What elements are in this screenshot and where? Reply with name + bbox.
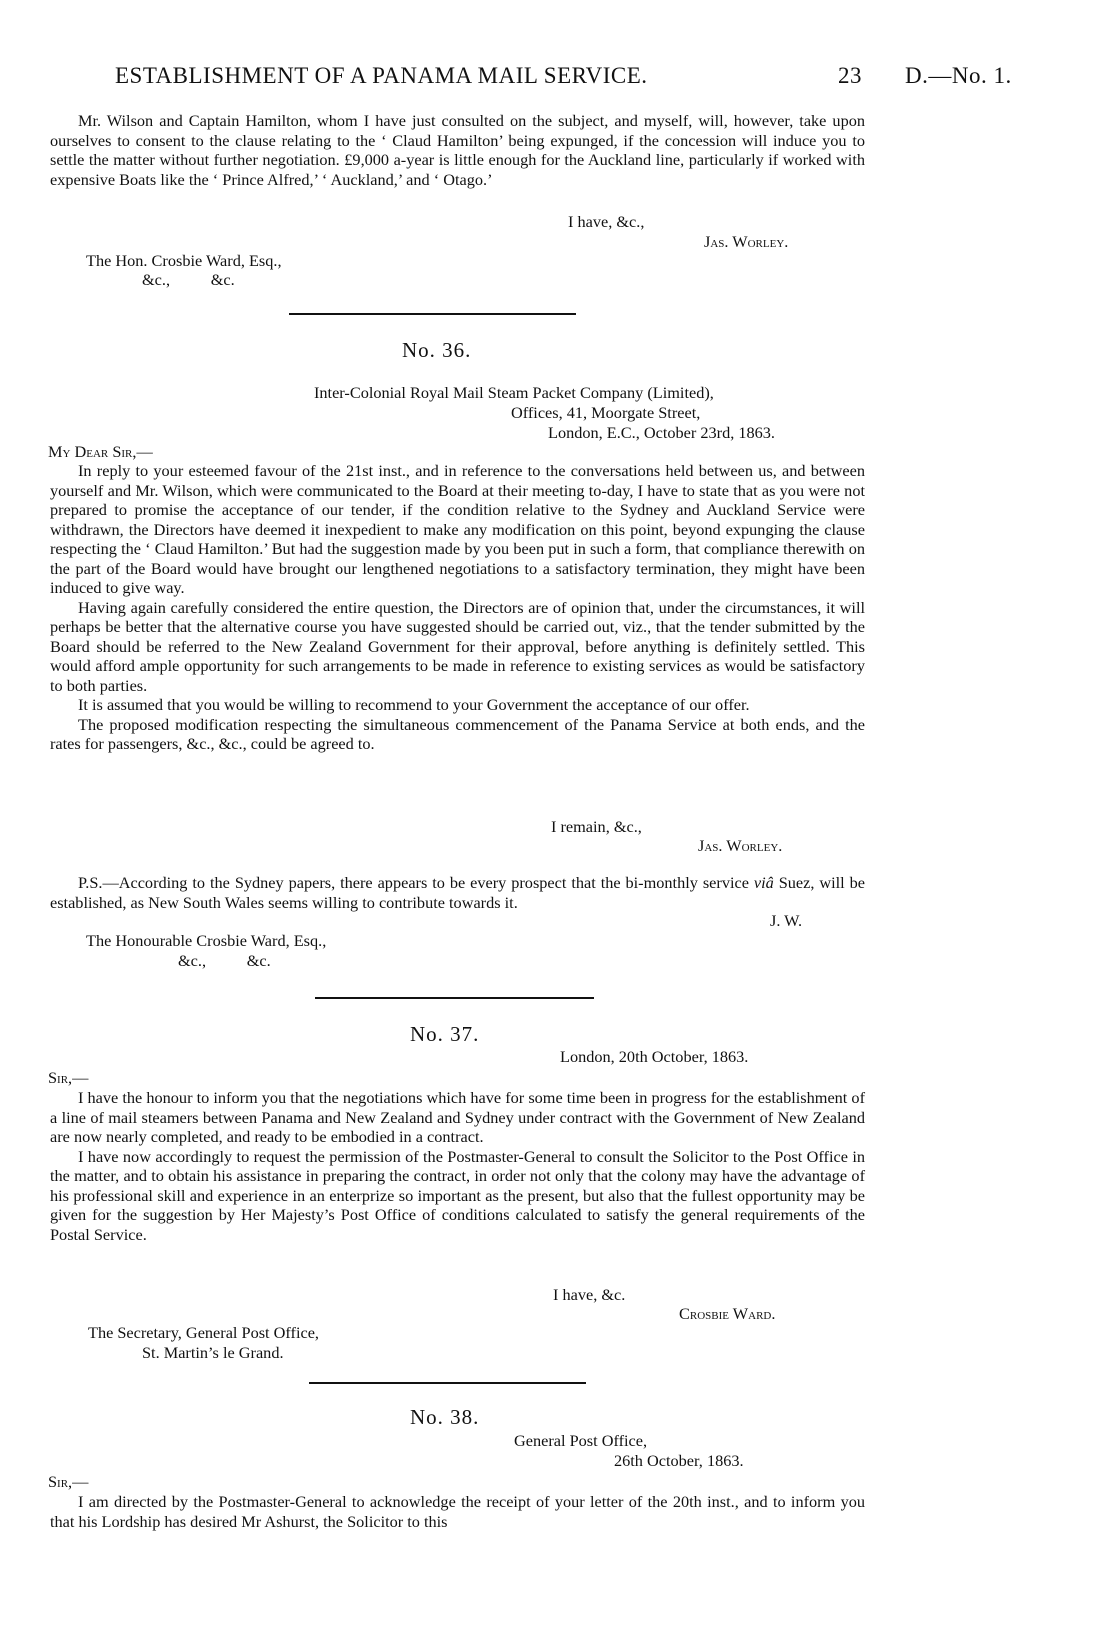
no36-address-line-1: Inter-Colonial Royal Mail Steam Packet Company (Limited),: [314, 383, 714, 402]
no36-paragraph: Having again carefully considered the entire question, the Directors are of opinion that, under the circumstances, it will perhaps be better that the alternative course you have suggested should be carried out, viz., that the tender submitted by the Board should be referred to the New Zealand Government for their approval, before anything is definitely settled. This would afford ample opportunity for such arrangements to be made in reference to existing services as would be satisfactory to both parties.: [50, 597, 865, 695]
no37-closing: I have, &c.: [553, 1285, 626, 1304]
no37-salutation: Sir,—: [48, 1068, 89, 1087]
page-title: ESTABLISHMENT OF A PANAMA MAIL SERVICE.: [115, 63, 648, 88]
no36-postscript-initials: J. W.: [770, 911, 803, 930]
top-letter-addressee: The Hon. Crosbie Ward, Esq.,: [86, 251, 282, 270]
no36-paragraph: In reply to your esteemed favour of the 21st inst., and in reference to the conversations held between us, and between yourself and Mr. Wilson, which were communicated to the Board at their meeting to-day, I have to state that as you were not prepared to promise the acceptance of our tender, if the condition relative to the Sydney and Auckland Service were withdrawn, the Directors have deemed it inexpedient to make any modification on this point, beyond expunging the clause respecting the ‘ Claud Hamilton.’ But had the suggestion made by you been put in such a form, that compliance therewith on the part of the Board would have brought our lengthened negotiations to a satisfactory termination, they might have been induced to give way.: [50, 461, 865, 597]
letter-number-37: No. 37.: [410, 1022, 480, 1046]
no38-body: [50, 1492, 865, 1531]
no37-date: London, 20th October, 1863.: [560, 1047, 749, 1066]
no36-address-line-3: London, E.C., October 23rd, 1863.: [548, 423, 775, 442]
no36-salutation: My Dear Sir,—: [48, 442, 153, 461]
section-divider: [289, 313, 576, 315]
top-letter-signature: Jas. Worley.: [704, 232, 789, 251]
no36-addressee-etc: &c., &c.: [178, 951, 271, 970]
no38-address-line-2: 26th October, 1863.: [614, 1451, 744, 1470]
section-divider: [315, 997, 594, 999]
no37-paragraph: I have now accordingly to request the permission of the Postmaster-General to consult the Solicitor to the Post Office in the matter, and to obtain his assistance in preparing the contract, in order not only that the colony may have the advantage of his professional skill and experience in an enterprize so important as the present, but also that the fullest opportunity may be given for the suggestion by Her Majesty’s Post Office of conditions calculated to satisfy the general requirements of the Postal Service.: [50, 1146, 865, 1244]
no37-addressee: The Secretary, General Post Office,: [88, 1323, 320, 1342]
top-letter-body: [50, 111, 865, 189]
top-letter-addressee-etc: &c., &c.: [142, 270, 235, 289]
no36-paragraph: It is assumed that you would be willing to recommend to your Government the acceptance of our offer.: [78, 695, 750, 714]
no38-paragraph: I am directed by the Postmaster-General to acknowledge the receipt of your letter of the 20th inst., and to inform you that his Lordship has desired Mr Ashurst, the Solicitor to this: [50, 1492, 865, 1531]
page-number: 23: [838, 63, 862, 88]
no37-body: [50, 1088, 865, 1244]
letter-number-36: No. 36.: [402, 338, 472, 362]
no36-postscript: [50, 873, 865, 912]
no37-addressee-line-2: St. Martin’s le Grand.: [142, 1343, 284, 1362]
no38-address-line-1: General Post Office,: [514, 1431, 648, 1450]
top-letter-closing: I have, &c.,: [568, 212, 645, 231]
letter-number-38: No. 38.: [410, 1405, 480, 1429]
document-reference: D.—No. 1.: [905, 63, 1012, 88]
no38-salutation: Sir,—: [48, 1472, 89, 1491]
no36-paragraph: The proposed modification respecting the simultaneous commencement of the Panama Service at both ends, and the rates for passengers, &c., &c., could be agreed to.: [50, 714, 865, 753]
no36-postscript-text: P.S.—According to the Sydney papers, there appears to be every prospect that the bi-monthly service viâ Suez, will be established, as New South Wales seems willing to contribute towards it.: [50, 873, 866, 912]
no37-signature: Crosbie Ward.: [679, 1304, 776, 1323]
no36-signature: Jas. Worley.: [698, 836, 783, 855]
no36-address-line-2: Offices, 41, Moorgate Street,: [511, 403, 701, 422]
no36-closing: I remain, &c.,: [551, 817, 642, 836]
no36-body: [50, 461, 865, 754]
section-divider: [309, 1382, 586, 1384]
no36-addressee: The Honourable Crosbie Ward, Esq.,: [86, 931, 327, 950]
no37-paragraph: I have the honour to inform you that the negotiations which have for some time been in progress for the establishment of a line of mail steamers between Panama and New Zealand and Sydney under contract with the Government of New Zealand are now nearly completed, and ready to be embodied in a contract.: [50, 1088, 865, 1146]
top-letter-text: Mr. Wilson and Captain Hamilton, whom I have just consulted on the subject, and myself, will, however, take upon ourselves to consent to the clause relating to the ‘ Claud Hamilton’ being expunged, if the concession will induce you to settle the matter without further negotiation. £9,000 a-year is little enough for the Auckland line, particularly if worked with expensive Boats like the ‘ Prince Alfred,’ ‘ Auckland,’ and ‘ Otago.’: [50, 111, 865, 189]
